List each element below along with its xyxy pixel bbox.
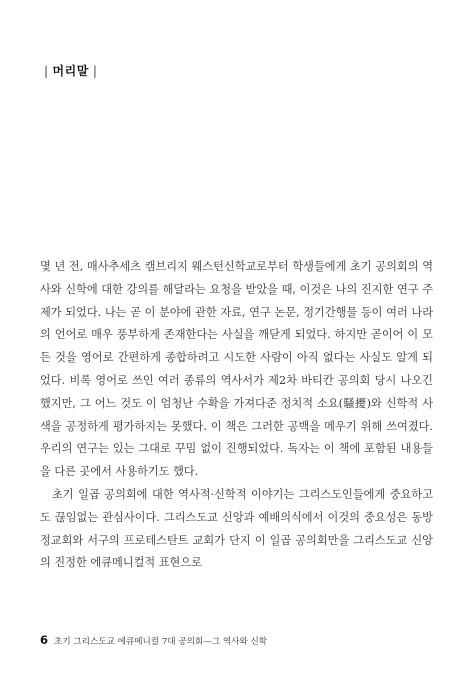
page-number: 6: [40, 633, 49, 647]
chapter-title: 머리말: [52, 64, 89, 78]
header-bar-right: |: [92, 64, 98, 78]
paragraph-1: 몇 년 전, 매사추세츠 캠브리지 웨스턴신학교로부터 학생들에게 초기 공의회의 역사와 신학에 대한 강의를 해달라는 요청을 받았을 때, 이것은 나의 진지한 연구 주제가 되었다. 나는 곧 이 분야에 관한 자료, 연구 논문, 정기간행물 등이 여러 나라의 언어로 매우 풍부하게 존재한다는 사실을 깨닫게 되었다. 하지만 곧이어 이 모든 것을 영어로 간편하게 종합하려고 시도한 사람이 아직 없다는 사실도 알게 되었다. 비록 영어로 쓰인 여러 종류의 역사서가 제2차 바티칸 공의회 당시 나오긴 했지만, 그 어느 것도 이 엄청난 수확을 가져다준 정치적 소요(騷擾)와 신학적 사색을 공정하게 평가하지는 못했다. 이 책은 그러한 공백을 메우기 위해 쓰여졌다. 우리의 연구는 있는 그대로 꾸밈 없이 진행되었다. 독자는 이 책에 포함된 내용들을 다른 곳에서 사용하기도 했다.: [40, 260, 433, 479]
running-title: 초기 그리스도교 에큐메니컬 7대 공의회—그 역사와 신학: [54, 637, 268, 647]
paragraph-2: 초기 일곱 공의회에 대한 역사적·신학적 이야기는 그리스도인들에게 중요하고도 끊임없는 관심사이다. 그리스도교 신앙과 예배의식에서 이것의 중요성은 동방정교회와 서구의 프로테스탄트 교회가 단지 이 일곱 공의회만을 그리스도교 신앙의 진정한 에큐메니컬적 표현으로: [40, 487, 433, 570]
chapter-header: [40, 62, 101, 79]
body-text: [40, 256, 433, 575]
page-footer: [40, 633, 267, 647]
header-bar-left: |: [44, 64, 49, 78]
